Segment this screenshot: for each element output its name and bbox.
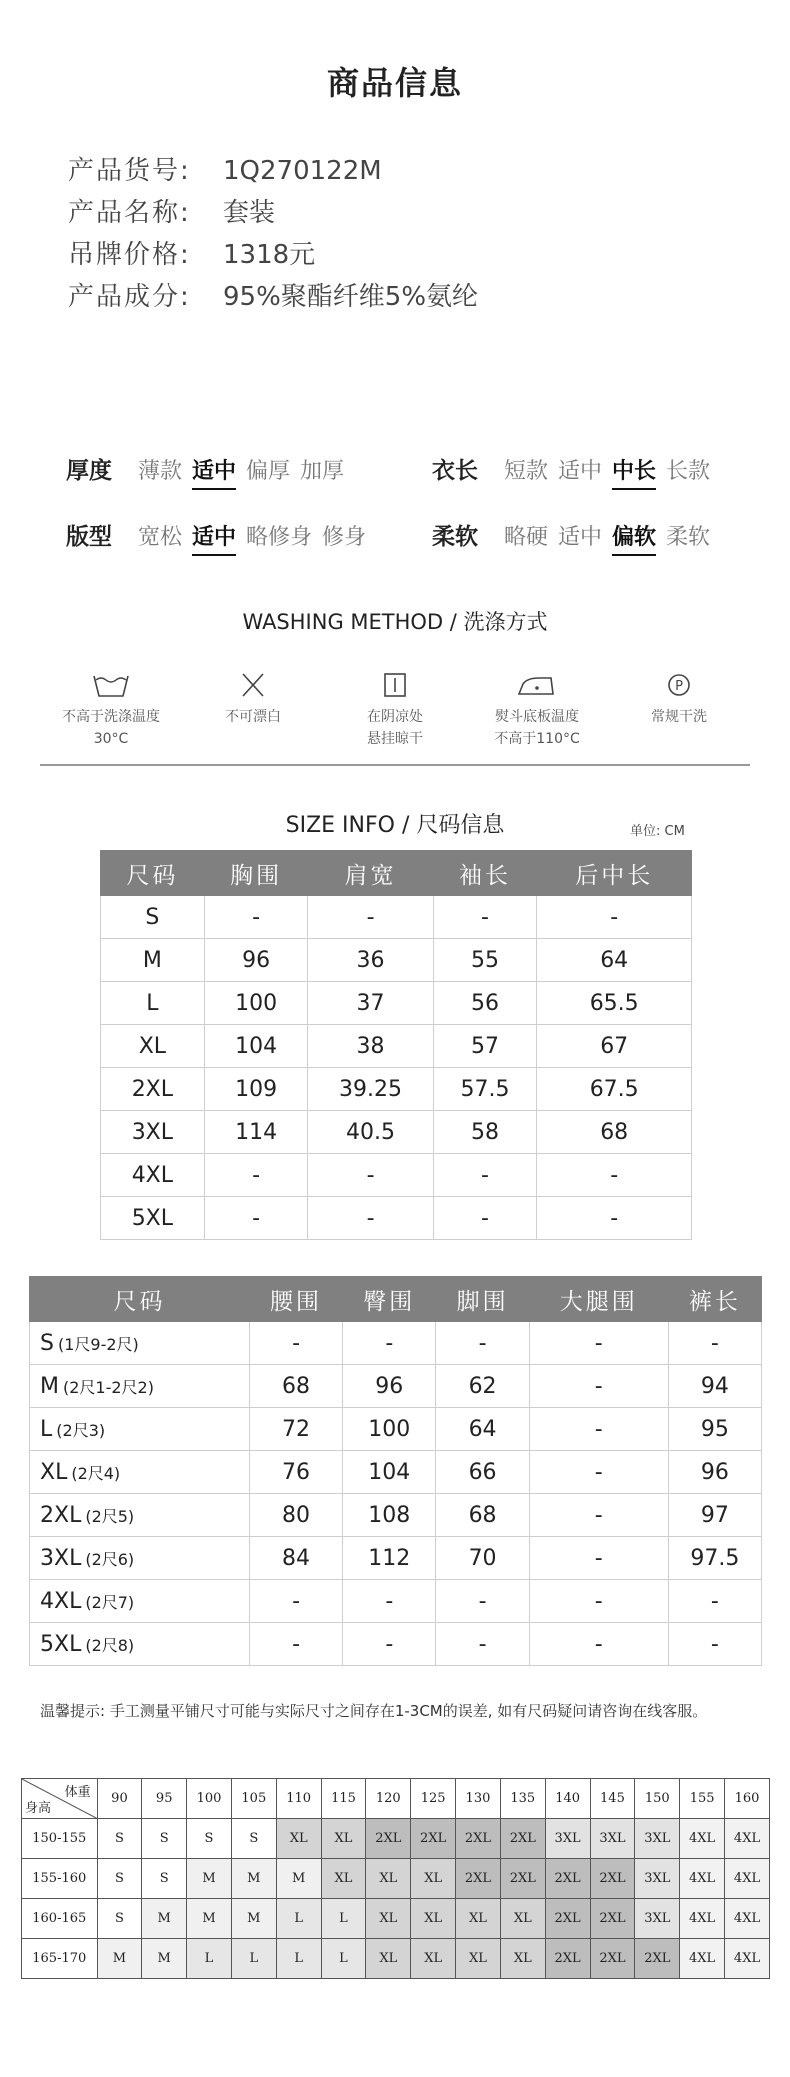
- unit-label: 单位: CM: [630, 824, 685, 839]
- table-row: [30, 1451, 762, 1494]
- waist-size-note: (2尺4): [71, 1463, 121, 1483]
- attribute-length: [432, 452, 720, 492]
- info-value: 95%聚酯纤维5%氨纶: [223, 282, 479, 312]
- table-cell: -: [668, 1623, 761, 1666]
- recommended-size-cell: 4XL: [725, 1939, 770, 1979]
- table-row: [30, 1322, 762, 1365]
- attribute-option-selected: 适中: [192, 454, 236, 490]
- height-cell: 165-170: [22, 1939, 98, 1979]
- table-cell: 112: [343, 1537, 436, 1580]
- recommended-size-cell: M: [231, 1859, 276, 1899]
- table-header-cell: 臀围: [343, 1277, 436, 1322]
- table-cell: -: [436, 1580, 529, 1623]
- table-cell: 67.5: [537, 1068, 692, 1111]
- recommended-size-cell: 2XL: [545, 1939, 590, 1979]
- size-label: M: [40, 1373, 59, 1399]
- size-cell: [30, 1365, 250, 1408]
- table-cell: -: [204, 1197, 308, 1240]
- table-cell: 104: [204, 1025, 308, 1068]
- recommended-size-cell: 4XL: [680, 1899, 725, 1939]
- recommended-size-cell: S: [187, 1819, 232, 1859]
- recommended-size-cell: S: [142, 1819, 187, 1859]
- washing-text: 悬挂晾干: [367, 731, 423, 747]
- table-row: [101, 1154, 692, 1197]
- recommended-size-cell: M: [187, 1899, 232, 1939]
- height-row: [22, 1939, 770, 1979]
- attribute-label: 厚度: [66, 458, 112, 484]
- info-value: 1Q270122M: [223, 156, 382, 186]
- top-size-table: [100, 850, 692, 1240]
- attribute-option: 偏厚: [246, 459, 291, 484]
- attribute-label: 版型: [66, 524, 112, 550]
- waist-size-note: (2尺1-2尺2): [62, 1377, 154, 1397]
- attribute-option-selected: 中长: [612, 454, 656, 490]
- recommended-size-cell: 3XL: [635, 1819, 680, 1859]
- attribute-label: 衣长: [432, 458, 478, 484]
- table-cell: -: [433, 1197, 537, 1240]
- table-row: [30, 1537, 762, 1580]
- table-cell: 100: [204, 982, 308, 1025]
- table-cell: -: [537, 1154, 692, 1197]
- recommended-size-cell: XL: [456, 1899, 501, 1939]
- table-cell: 57.5: [433, 1068, 537, 1111]
- iron-icon: [515, 670, 559, 700]
- size-cell: [30, 1580, 250, 1623]
- recommended-size-cell: 2XL: [590, 1859, 635, 1899]
- table-cell: -: [668, 1580, 761, 1623]
- height-cell: 150-155: [22, 1819, 98, 1859]
- table-header-cell: 后中长: [537, 851, 692, 896]
- washing-title: WASHING METHOD / 洗涤方式: [242, 610, 548, 634]
- table-cell: 5XL: [101, 1197, 205, 1240]
- table-cell: 96: [204, 939, 308, 982]
- size-cell: [30, 1408, 250, 1451]
- washing-text: 在阴凉处: [367, 709, 423, 725]
- size-tip: 温馨提示: 手工测量平铺尺寸可能与实际尺寸之间存在1-3CM的误差, 如有尺码疑问请咨询在线客服。: [40, 1702, 708, 1720]
- table-cell: -: [537, 896, 692, 939]
- table-cell: L: [101, 982, 205, 1025]
- info-label: 产品成分:: [68, 282, 191, 312]
- recommended-size-cell: M: [142, 1899, 187, 1939]
- table-cell: -: [529, 1451, 668, 1494]
- recommended-size-cell: XL: [321, 1859, 366, 1899]
- weight-header-cell: 125: [411, 1779, 456, 1819]
- recommended-size-cell: S: [97, 1899, 142, 1939]
- weight-height-chart: [21, 1778, 770, 1979]
- product-name-row: [68, 192, 478, 234]
- attribute-option: 短款: [504, 459, 549, 484]
- recommended-size-cell: L: [276, 1939, 321, 1979]
- table-row: [30, 1494, 762, 1537]
- waist-size-note: (2尺3): [56, 1420, 106, 1440]
- table-header-cell: 肩宽: [308, 851, 433, 896]
- corner-cell: [22, 1779, 98, 1819]
- product-material-row: [68, 276, 478, 318]
- table-cell: 3XL: [101, 1111, 205, 1154]
- info-label: 吊牌价格:: [68, 240, 191, 270]
- table-cell: -: [529, 1365, 668, 1408]
- table-cell: -: [343, 1322, 436, 1365]
- weight-header-cell: 140: [545, 1779, 590, 1819]
- product-price-row: [68, 234, 478, 276]
- attribute-fit: [66, 518, 376, 558]
- table-cell: 57: [433, 1025, 537, 1068]
- corner-diagonal: [22, 1779, 98, 1819]
- weight-header-row: [22, 1779, 770, 1819]
- table-cell: -: [537, 1197, 692, 1240]
- waist-size-note: (1尺9-2尺): [57, 1334, 139, 1354]
- size-label: 5XL: [40, 1631, 82, 1657]
- washing-text: 不高于洗涤温度: [62, 709, 160, 725]
- table-header-row: [30, 1277, 762, 1322]
- table-cell: -: [343, 1580, 436, 1623]
- recommended-size-cell: XL: [500, 1899, 545, 1939]
- table-cell: 56: [433, 982, 537, 1025]
- bottom-size-table: [29, 1276, 762, 1666]
- size-label: 2XL: [40, 1502, 82, 1528]
- height-cell: 155-160: [22, 1859, 98, 1899]
- table-cell: 39.25: [308, 1068, 433, 1111]
- size-cell: [30, 1494, 250, 1537]
- table-cell: -: [204, 896, 308, 939]
- table-row: [30, 1408, 762, 1451]
- size-label: 4XL: [40, 1588, 82, 1614]
- table-cell: 38: [308, 1025, 433, 1068]
- height-row: [22, 1899, 770, 1939]
- info-label: 产品名称:: [68, 198, 191, 228]
- weight-header-cell: 95: [142, 1779, 187, 1819]
- table-header-cell: 胸围: [204, 851, 308, 896]
- attribute-option: 长款: [666, 459, 711, 484]
- weight-header-cell: 90: [97, 1779, 142, 1819]
- recommended-size-cell: 3XL: [635, 1899, 680, 1939]
- size-cell: [30, 1537, 250, 1580]
- weight-axis-label: 体重: [64, 1785, 91, 1800]
- weight-header-cell: 120: [366, 1779, 411, 1819]
- table-row: [101, 1025, 692, 1068]
- table-header-cell: 裤长: [668, 1277, 761, 1322]
- table-row: [30, 1623, 762, 1666]
- attribute-option: 薄款: [138, 459, 183, 484]
- weight-header-cell: 130: [456, 1779, 501, 1819]
- recommended-size-cell: S: [142, 1859, 187, 1899]
- washing-item: [182, 670, 324, 764]
- product-sku-row: [68, 150, 478, 192]
- table-cell: -: [343, 1623, 436, 1666]
- recommended-size-cell: XL: [411, 1939, 456, 1979]
- weight-header-cell: 135: [500, 1779, 545, 1819]
- table-cell: 62: [436, 1365, 529, 1408]
- table-cell: 94: [668, 1365, 761, 1408]
- recommended-size-cell: 3XL: [590, 1819, 635, 1859]
- table-cell: -: [249, 1623, 342, 1666]
- washing-text: 30°C: [93, 731, 129, 747]
- table-header-row: [101, 851, 692, 896]
- recommended-size-cell: 2XL: [590, 1939, 635, 1979]
- recommended-size-cell: XL: [500, 1939, 545, 1979]
- recommended-size-cell: 2XL: [635, 1939, 680, 1979]
- table-cell: M: [101, 939, 205, 982]
- recommended-size-cell: 2XL: [456, 1819, 501, 1859]
- table-row: [101, 1111, 692, 1154]
- table-cell: -: [436, 1623, 529, 1666]
- table-cell: 64: [537, 939, 692, 982]
- table-cell: 67: [537, 1025, 692, 1068]
- recommended-size-cell: L: [321, 1899, 366, 1939]
- recommended-size-cell: S: [231, 1819, 276, 1859]
- table-cell: 66: [436, 1451, 529, 1494]
- recommended-size-cell: XL: [456, 1939, 501, 1979]
- table-cell: 4XL: [101, 1154, 205, 1197]
- product-info: [68, 150, 478, 318]
- recommended-size-cell: M: [142, 1939, 187, 1979]
- table-header-cell: 尺码: [101, 851, 205, 896]
- weight-header-cell: 105: [231, 1779, 276, 1819]
- recommended-size-cell: 4XL: [725, 1819, 770, 1859]
- recommended-size-cell: 3XL: [635, 1859, 680, 1899]
- table-row: [30, 1365, 762, 1408]
- washing-text: 不高于110°C: [494, 731, 580, 747]
- recommended-size-cell: 4XL: [680, 1939, 725, 1979]
- attribute-thickness: [66, 452, 354, 492]
- attribute-option: 柔软: [666, 525, 711, 550]
- recommended-size-cell: 2XL: [590, 1899, 635, 1939]
- table-cell: 96: [668, 1451, 761, 1494]
- recommended-size-cell: 2XL: [456, 1859, 501, 1899]
- washing-item: [40, 670, 182, 764]
- table-cell: -: [668, 1322, 761, 1365]
- size-cell: [30, 1623, 250, 1666]
- recommended-size-cell: 2XL: [366, 1819, 411, 1859]
- recommended-size-cell: XL: [411, 1859, 456, 1899]
- recommended-size-cell: 3XL: [545, 1819, 590, 1859]
- waist-size-note: (2尺8): [85, 1635, 135, 1655]
- table-cell: 109: [204, 1068, 308, 1111]
- height-row: [22, 1859, 770, 1899]
- table-cell: -: [529, 1580, 668, 1623]
- table-cell: 40.5: [308, 1111, 433, 1154]
- washing-method-list: [40, 670, 750, 766]
- table-cell: 64: [436, 1408, 529, 1451]
- table-cell: -: [308, 1154, 433, 1197]
- table-cell: XL: [101, 1025, 205, 1068]
- recommended-size-cell: 4XL: [725, 1859, 770, 1899]
- table-cell: -: [436, 1322, 529, 1365]
- table-header-cell: 脚围: [436, 1277, 529, 1322]
- info-value: 1318元: [223, 240, 316, 270]
- table-cell: -: [529, 1322, 668, 1365]
- table-cell: 80: [249, 1494, 342, 1537]
- table-cell: 68: [537, 1111, 692, 1154]
- recommended-size-cell: L: [231, 1939, 276, 1979]
- washing-text: 常规干洗: [651, 709, 707, 725]
- recommended-size-cell: XL: [411, 1899, 456, 1939]
- recommended-size-cell: 4XL: [725, 1899, 770, 1939]
- table-row: [101, 939, 692, 982]
- waist-size-note: (2尺7): [85, 1592, 135, 1612]
- height-axis-label: 身高: [25, 1801, 52, 1816]
- table-cell: 37: [308, 982, 433, 1025]
- attribute-option: 略修身: [246, 525, 313, 550]
- table-cell: -: [249, 1322, 342, 1365]
- weight-header-cell: 160: [725, 1779, 770, 1819]
- recommended-size-cell: XL: [366, 1939, 411, 1979]
- table-cell: 96: [343, 1365, 436, 1408]
- recommended-size-cell: 4XL: [680, 1819, 725, 1859]
- table-cell: 68: [436, 1494, 529, 1537]
- table-cell: 108: [343, 1494, 436, 1537]
- table-row: [101, 1197, 692, 1240]
- table-cell: -: [204, 1154, 308, 1197]
- recommended-size-cell: XL: [366, 1899, 411, 1939]
- attribute-option: 加厚: [300, 459, 345, 484]
- attribute-label: 柔软: [432, 524, 478, 550]
- table-cell: 97.5: [668, 1537, 761, 1580]
- attribute-option: 适中: [558, 459, 603, 484]
- table-cell: 68: [249, 1365, 342, 1408]
- table-cell: 65.5: [537, 982, 692, 1025]
- wash-tub-icon: [91, 670, 131, 700]
- recommended-size-cell: 2XL: [411, 1819, 456, 1859]
- size-info-title: SIZE INFO / 尺码信息: [285, 813, 505, 838]
- table-cell: -: [529, 1408, 668, 1451]
- size-cell: [30, 1322, 250, 1365]
- washing-text: 熨斗底板温度: [495, 709, 579, 725]
- table-cell: 76: [249, 1451, 342, 1494]
- table-header-cell: 大腿围: [529, 1277, 668, 1322]
- table-cell: -: [433, 896, 537, 939]
- table-cell: -: [308, 1197, 433, 1240]
- size-label: S: [40, 1330, 54, 1356]
- page-title: 商品信息: [326, 64, 463, 102]
- height-cell: 160-165: [22, 1899, 98, 1939]
- shade-dry-icon: [375, 670, 415, 700]
- recommended-size-cell: 2XL: [500, 1859, 545, 1899]
- recommended-size-cell: 2XL: [545, 1899, 590, 1939]
- washing-text: 不可漂白: [225, 709, 281, 725]
- table-cell: -: [529, 1623, 668, 1666]
- table-row: [101, 982, 692, 1025]
- table-cell: 97: [668, 1494, 761, 1537]
- washing-item: [324, 670, 466, 764]
- table-row: [101, 1068, 692, 1111]
- recommended-size-cell: S: [97, 1819, 142, 1859]
- table-header-cell: 腰围: [249, 1277, 342, 1322]
- info-value: 套装: [223, 198, 276, 228]
- dry-clean-p-icon: [659, 670, 699, 700]
- table-cell: 114: [204, 1111, 308, 1154]
- recommended-size-cell: XL: [276, 1819, 321, 1859]
- height-row: [22, 1819, 770, 1859]
- table-cell: 72: [249, 1408, 342, 1451]
- recommended-size-cell: M: [187, 1859, 232, 1899]
- weight-header-cell: 155: [680, 1779, 725, 1819]
- table-cell: 84: [249, 1537, 342, 1580]
- table-cell: -: [249, 1580, 342, 1623]
- recommended-size-cell: 4XL: [680, 1859, 725, 1899]
- size-label: L: [40, 1416, 53, 1442]
- table-header-cell: 袖长: [433, 851, 537, 896]
- recommended-size-cell: M: [97, 1939, 142, 1979]
- table-cell: 36: [308, 939, 433, 982]
- waist-size-note: (2尺5): [85, 1506, 135, 1526]
- table-cell: 95: [668, 1408, 761, 1451]
- weight-header-cell: 150: [635, 1779, 680, 1819]
- svg-text:P: P: [675, 679, 683, 694]
- attribute-option: 适中: [558, 525, 603, 550]
- table-cell: -: [529, 1537, 668, 1580]
- table-cell: 100: [343, 1408, 436, 1451]
- table-cell: 2XL: [101, 1068, 205, 1111]
- washing-item: [608, 670, 750, 764]
- weight-header-cell: 145: [590, 1779, 635, 1819]
- recommended-size-cell: XL: [366, 1859, 411, 1899]
- table-cell: 104: [343, 1451, 436, 1494]
- washing-item: [466, 670, 608, 764]
- attribute-softness: [432, 518, 720, 558]
- attribute-option: 宽松: [138, 525, 183, 550]
- no-bleach-icon: [233, 670, 273, 700]
- recommended-size-cell: M: [231, 1899, 276, 1939]
- table-cell: -: [308, 896, 433, 939]
- waist-size-note: (2尺6): [85, 1549, 135, 1569]
- attribute-option: 修身: [322, 525, 367, 550]
- table-header-cell: 尺码: [30, 1277, 250, 1322]
- weight-header-cell: 110: [276, 1779, 321, 1819]
- table-cell: 70: [436, 1537, 529, 1580]
- attribute-option-selected: 适中: [192, 520, 236, 556]
- recommended-size-cell: L: [276, 1899, 321, 1939]
- recommended-size-cell: 2XL: [545, 1859, 590, 1899]
- size-label: 3XL: [40, 1545, 82, 1571]
- table-row: [101, 896, 692, 939]
- table-cell: 58: [433, 1111, 537, 1154]
- table-row: [30, 1580, 762, 1623]
- info-label: 产品货号:: [68, 156, 191, 186]
- recommended-size-cell: XL: [321, 1819, 366, 1859]
- weight-header-cell: 115: [321, 1779, 366, 1819]
- size-cell: [30, 1451, 250, 1494]
- table-cell: -: [433, 1154, 537, 1197]
- table-cell: -: [529, 1494, 668, 1537]
- recommended-size-cell: 2XL: [500, 1819, 545, 1859]
- weight-header-cell: 100: [187, 1779, 232, 1819]
- table-cell: S: [101, 896, 205, 939]
- attribute-option: 略硬: [504, 525, 549, 550]
- recommended-size-cell: L: [187, 1939, 232, 1979]
- recommended-size-cell: S: [97, 1859, 142, 1899]
- recommended-size-cell: L: [321, 1939, 366, 1979]
- size-label: XL: [40, 1459, 68, 1485]
- table-cell: 55: [433, 939, 537, 982]
- attribute-option-selected: 偏软: [612, 520, 656, 556]
- recommended-size-cell: M: [276, 1859, 321, 1899]
